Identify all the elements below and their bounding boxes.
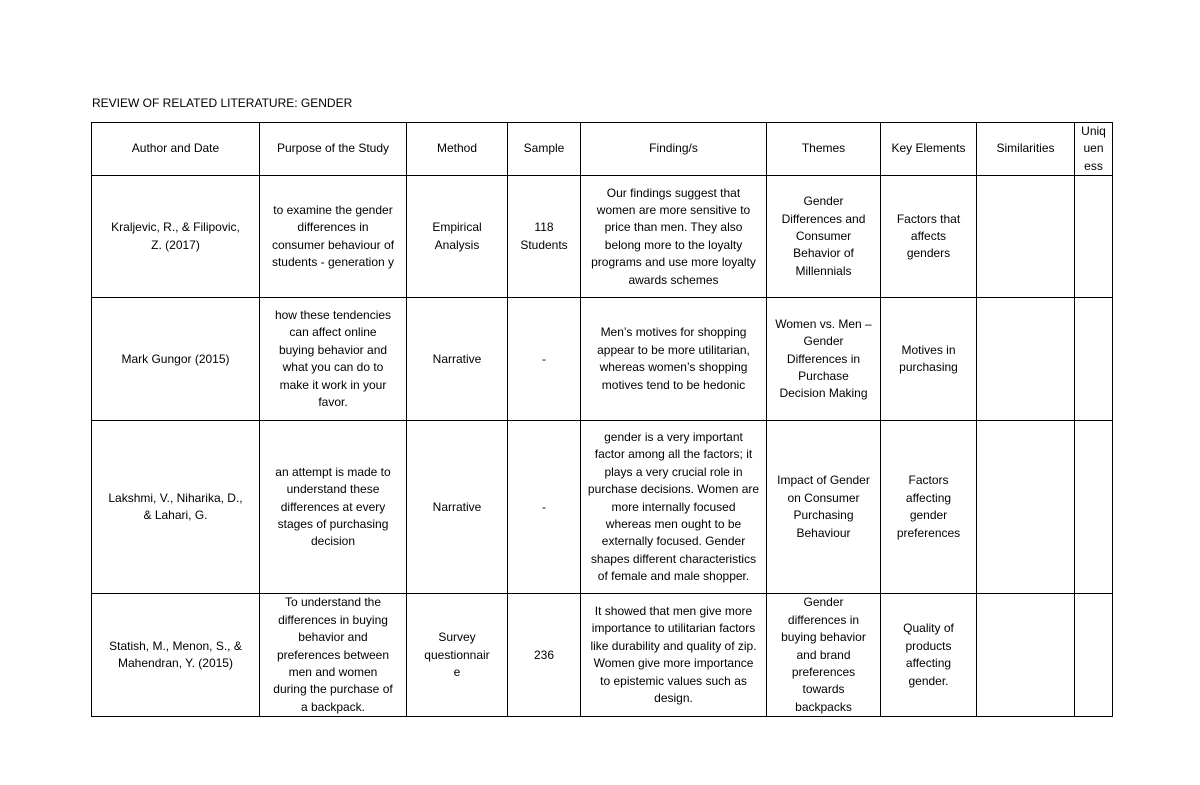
- literature-table: [91, 122, 1113, 717]
- cell-author: [92, 594, 260, 717]
- cell-uniqueness: [1075, 298, 1113, 421]
- cell-similarities: [977, 176, 1075, 298]
- cell-sample: [508, 298, 581, 421]
- author-text: Kraljevic, R., & Filipovic, Z. (2017): [111, 220, 240, 252]
- cell-key-elements: [881, 594, 977, 717]
- sample-text: 236: [533, 647, 555, 662]
- cell-method: [407, 421, 508, 594]
- key-elements-text: Factors that affects genders: [896, 211, 961, 261]
- table-row: [92, 594, 1113, 717]
- purpose-text: to examine the gender differences in consumer behaviour of students - generation y: [271, 202, 395, 270]
- cell-sample: [508, 594, 581, 717]
- table-header-row: [92, 123, 1113, 176]
- cell-author: [92, 421, 260, 594]
- cell-key-elements: [881, 176, 977, 298]
- method-text: Empirical Analysis: [432, 220, 482, 252]
- cell-sample: [508, 421, 581, 594]
- sample-text: 118 Students: [520, 220, 568, 252]
- key-elements-text: Factors affecting gender preferences: [896, 473, 961, 540]
- key-elements-text: Quality of products affecting gender.: [903, 621, 954, 688]
- sample-text: -: [542, 499, 546, 514]
- findings-text: Our findings suggest that women are more sensitive to price than men. They also belong more to the loyalty programs and use more loyalty awards schemes: [591, 185, 756, 287]
- header-findings: Finding/s: [581, 123, 767, 176]
- cell-findings: [581, 176, 767, 298]
- method-text: Narrative: [432, 351, 482, 366]
- header-key-elements: Key Elements: [881, 123, 977, 176]
- purpose-text: To understand the differences in buying behavior and preferences between men and women during the purchase of a backpack.: [273, 595, 393, 714]
- header-similarities: Similarities: [977, 123, 1075, 176]
- cell-key-elements: [881, 421, 977, 594]
- cell-themes: [767, 298, 881, 421]
- header-themes: Themes: [767, 123, 881, 176]
- key-elements-text: Motives in purchasing: [899, 342, 958, 375]
- cell-similarities: [977, 298, 1075, 421]
- themes-text: Gender differences in buying behavior and brand preferences towards backpacks: [781, 595, 866, 714]
- cell-method: [407, 298, 508, 421]
- author-text: Statish, M., Menon, S., & Mahendran, Y. (2015): [109, 638, 242, 671]
- header-sample: Sample: [508, 123, 581, 176]
- header-method: Method: [407, 123, 508, 176]
- table-row: [92, 176, 1113, 298]
- cell-similarities: [977, 594, 1075, 717]
- table-row: [92, 421, 1113, 594]
- cell-purpose: [260, 298, 407, 421]
- cell-uniqueness: [1075, 421, 1113, 594]
- cell-findings: [581, 298, 767, 421]
- sample-text: -: [542, 351, 546, 366]
- cell-findings: [581, 421, 767, 594]
- cell-key-elements: [881, 298, 977, 421]
- cell-purpose: [260, 594, 407, 717]
- document-title: REVIEW OF RELATED LITERATURE: GENDER: [92, 96, 353, 110]
- author-text: Lakshmi, V., Niharika, D., & Lahari, G.: [108, 490, 243, 523]
- findings-text: It showed that men give more importance to utilitarian factors like durability and quality of zip. Women give more importance to epistemic values such as design.: [590, 604, 757, 706]
- cell-author: [92, 176, 260, 298]
- cell-themes: [767, 594, 881, 717]
- cell-method: [407, 594, 508, 717]
- cell-purpose: [260, 421, 407, 594]
- header-purpose: Purpose of the Study: [260, 123, 407, 176]
- purpose-text: an attempt is made to understand these differences at every stages of purchasing decision: [275, 464, 391, 549]
- themes-text: Gender Differences and Consumer Behavior of Millennials: [781, 194, 866, 278]
- themes-text: Women vs. Men – Gender Differences in Purchase Decision Making: [775, 316, 872, 401]
- cell-author: [92, 298, 260, 421]
- method-text: Survey questionnaire: [424, 630, 490, 679]
- cell-uniqueness: [1075, 176, 1113, 298]
- cell-themes: [767, 176, 881, 298]
- header-uniqueness: Uniqueness: [1075, 123, 1113, 176]
- cell-sample: [508, 176, 581, 298]
- purpose-text: how these tendencies can affect online buying behavior and what you can do to make it work in your favor.: [274, 308, 392, 410]
- themes-text: Impact of Gender on Consumer Purchasing Behaviour: [777, 473, 870, 540]
- findings-text: Men’s motives for shopping appear to be more utilitarian, whereas women’s shopping motives tend to be hedonic: [597, 325, 750, 392]
- cell-findings: [581, 594, 767, 717]
- table-row: [92, 298, 1113, 421]
- findings-text: gender is a very important factor among all the factors; it plays a very crucial role in purchase decisions. Women are more internally focused whereas men ought to be externally focused. Gender shapes different characteristics of female and male shopper.: [587, 429, 760, 584]
- author-text: Mark Gungor (2015): [121, 351, 230, 366]
- header-author: Author and Date: [92, 123, 260, 176]
- cell-similarities: [977, 421, 1075, 594]
- cell-uniqueness: [1075, 594, 1113, 717]
- method-text: Narrative: [432, 499, 482, 514]
- cell-purpose: [260, 176, 407, 298]
- cell-method: [407, 176, 508, 298]
- cell-themes: [767, 421, 881, 594]
